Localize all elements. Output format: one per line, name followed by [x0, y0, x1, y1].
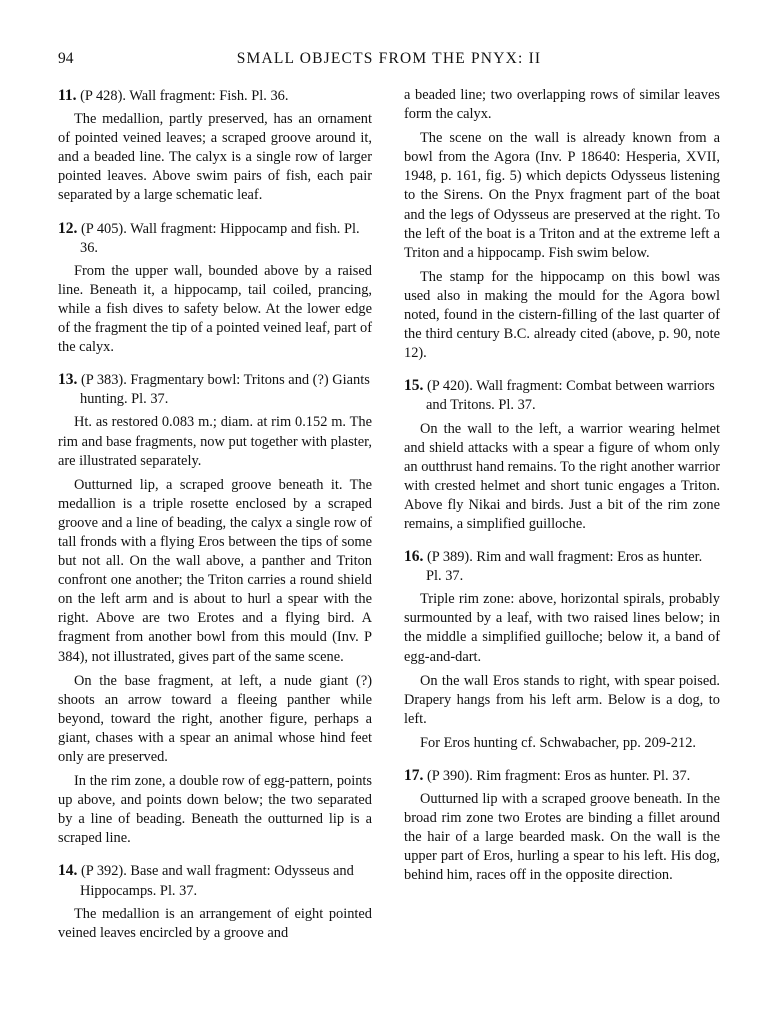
entry-heading: [58, 861, 372, 900]
entry-number: 15.: [404, 377, 424, 395]
paragraph: Outturned lip with a scraped groove beneath. In the broad rim zone two Erotes are binding a fillet around the hair of a large bearded mask. On the wall is the upper part of Eros, hurling a spear to his left. His dog, behind him, races off in the opposite direction.: [404, 791, 720, 884]
paragraph: Triple rim zone: above, horizontal spirals, probably surmounted by a leaf, with two raised lines below; in the middle a simplified guilloche; below it, a band of egg-and-dart.: [404, 591, 720, 665]
catalogue-entry-17: [404, 766, 720, 886]
entry-number: 17.: [404, 767, 424, 784]
catalogue-entry-11: [58, 86, 372, 206]
entry-title: (P 405). Wall fragment: Hippocamp and fish. Pl. 36.: [77, 220, 360, 256]
catalogue-entry-14-continued: [404, 86, 720, 363]
entry-title: (P 392). Base and wall fragment: Odysseus and Hippocamps. Pl. 37.: [77, 863, 354, 899]
paragraph: The scene on the wall is already known from a bowl from the Agora (Inv. P 18640: Hesperia, XVII, 1948, p. 161, fig. 5) which depicts Odysseus listening to the Sirens. On the Pnyx fragment part of the boat and the legs of Odysseus are preserved at the right. To the left of the boat is a Triton and at the extreme left a Triton and a hippocamp. Fish swim below.: [404, 130, 720, 261]
paragraph: Outturned lip, a scraped groove beneath it. The medallion is a triple rosette enclosed by a scraped groove and a line of beading, the calyx a single row of tall fronds with a flying Eros between the tips of some but not all. On the wall above, a panther and Triton confront one another; the Triton carries a round shield on the left arm and is about to hurl a spear with the right. Above are two Erotes and a flying bird. A fragment from another bowl from this mould (Inv. P 384), not illustrated, gives part of the same scene.: [58, 476, 372, 665]
entry-number: 16.: [404, 548, 424, 566]
left-column: [58, 86, 372, 956]
entry-title: (P 383). Fragmentary bowl: Tritons and (?) Giants hunting. Pl. 37.: [77, 372, 370, 408]
paragraph: The medallion, partly preserved, has an ornament of pointed veined leaves; a scraped groove around it, and a beaded line. The calyx is a single row of larger pointed leaves. Above swim pairs of fish, each pair separated by a large schematic leaf.: [58, 111, 372, 204]
entry-heading: [404, 376, 720, 415]
paragraph: From the upper wall, bounded above by a raised line. Beneath it, a hippocamp, tail coiled, prancing, while a fish dives to safety below. At the lower edge of the fragment the tip of a pointed veined leaf, part of the calyx.: [58, 262, 372, 356]
catalogue-entry-15: [404, 376, 720, 534]
entry-title: (P 428). Wall fragment: Fish. Pl. 36.: [76, 88, 289, 104]
page-number: 94: [58, 50, 74, 67]
right-column: [404, 86, 720, 899]
paragraph: Ht. as restored 0.083 m.; diam. at rim 0.152 m. The rim and base fragments, now put together with plaster, are illustrated separately.: [58, 414, 372, 469]
paragraph: The medallion is an arrangement of eight pointed veined leaves encircled by a groove and: [58, 905, 372, 941]
running-title: SMALL OBJECTS FROM THE PNYX: II: [236, 50, 542, 67]
entry-title: (P 420). Wall fragment: Combat between warriors and Tritons. Pl. 37.: [423, 378, 715, 414]
paragraph: On the wall Eros stands to right, with spear poised. Drapery hangs from his left arm. Below is a dog, to left.: [404, 672, 720, 727]
entry-heading: [58, 219, 372, 258]
entry-number: 11.: [58, 87, 77, 104]
paragraph: On the wall to the left, a warrior wearing helmet and shield attacks with a spear a figure of whom only an outthrust hand remains. To the right another warrior with crested helmet and short tunic engages a Triton. Above fly Nikai and birds. Just a bit of the rim zone remains, a simplified guilloche.: [404, 420, 720, 532]
paragraph: For Eros hunting cf. Schwabacher, pp. 209-212.: [420, 734, 696, 751]
running-head: [58, 50, 720, 74]
entry-number: 13.: [58, 371, 78, 389]
paragraph: The stamp for the hippocamp on this bowl was used also in making the mould for the Agora bowl noted, found in the cistern-filling of the last quarter of the third century B.C. already cited (above, p. 90, note 12).: [404, 268, 720, 362]
entry-number: 12.: [58, 219, 78, 237]
catalogue-entry-14: [58, 861, 372, 942]
entry-heading: [58, 86, 372, 106]
catalogue-entry-12: [58, 219, 372, 358]
catalogue-entry-16: [404, 547, 720, 753]
entry-title: (P 390). Rim fragment: Eros as hunter. Pl. 37.: [423, 768, 691, 784]
entry-heading: [404, 547, 720, 586]
entry-heading: [58, 370, 372, 409]
paragraph: On the base fragment, at left, a nude giant (?) shoots an arrow toward a fleeing panther while beyond, toward the right, another figure, perhaps a giant, chases with a spear an animal whose hind feet only are preserved.: [58, 672, 372, 765]
paragraph: In the rim zone, a double row of egg-pattern, points up above, and points down below; the two separated by a line of beading. Beneath the outturned lip is a scraped line.: [58, 773, 372, 847]
catalogue-entry-13: [58, 370, 372, 848]
paragraph: a beaded line; two overlapping rows of similar leaves form the calyx.: [404, 87, 720, 123]
entry-heading: [404, 766, 720, 786]
entry-title: (P 389). Rim and wall fragment: Eros as hunter. Pl. 37.: [423, 549, 703, 585]
entry-number: 14.: [58, 862, 78, 880]
